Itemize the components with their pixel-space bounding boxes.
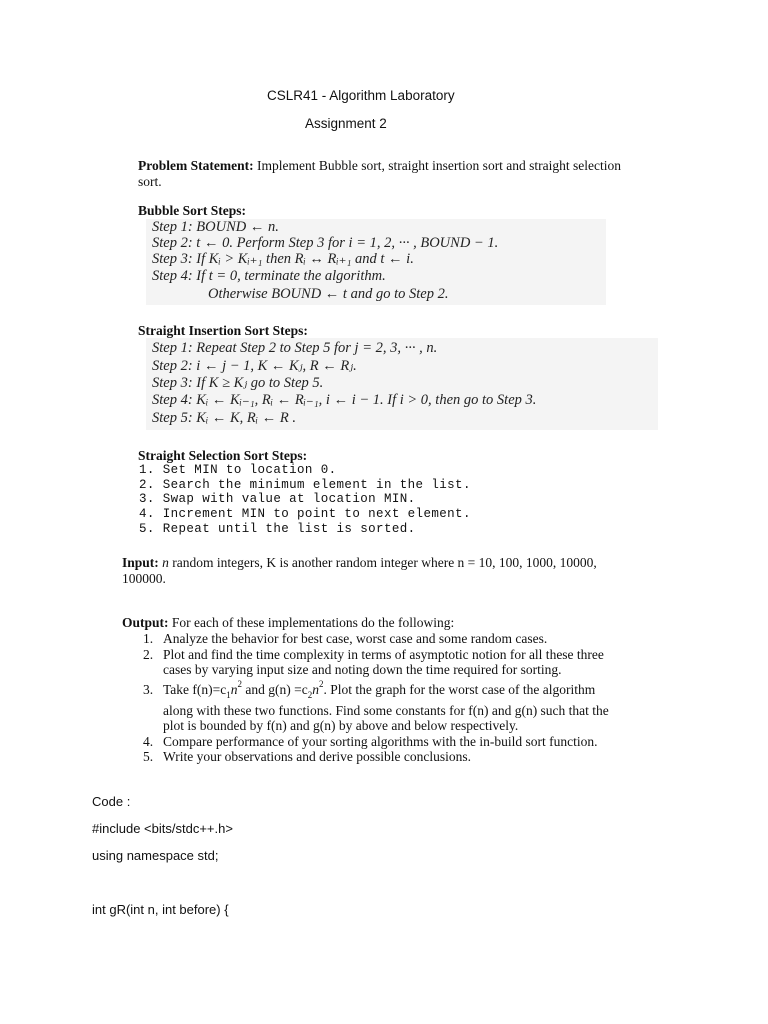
constant-c1-subscript: 1 [226,690,231,700]
exponent-2: 2 [318,679,324,689]
output-item-text: Analyze the behavior for best case, worst case and some random cases. [163,631,548,646]
selection-step-2: 2. Search the minimum element in the list. [139,478,471,492]
problem-statement-text: Implement Bubble sort, straight insertion sort and straight selection [253,158,622,173]
output-item-4 [143,734,598,750]
output-item-number: 3. [143,682,154,697]
output-item-text-end: . Plot the graph for the worst case of the algorithm [323,682,596,697]
output-item-3-cont-1: along with these two functions. Find some constants for f(n) and g(n) such that the [163,703,609,718]
problem-statement-line1 [138,158,621,174]
selection-step-3: 3. Swap with value at location MIN. [139,492,416,506]
problem-statement-line2: sort. [138,174,162,189]
insertion-step-2: Step 2: i ← j − 1, K ← Kⱼ, R ← Rⱼ. [152,358,357,374]
selection-sort-heading: Straight Selection Sort Steps: [138,448,308,463]
input-line2: 100000. [122,571,166,586]
problem-statement-label: Problem Statement: [138,158,254,173]
output-item-number: 2. [143,647,154,662]
output-item-3-cont-2: plot is bounded by f(n) and g(n) by above and below respectively. [163,718,519,733]
insertion-step-3: Step 3: If K ≥ Kⱼ go to Step 5. [152,375,324,391]
insertion-step-5: Step 5: Kᵢ ← K, Rᵢ ← R . [152,410,296,426]
input-label: Input: [122,555,159,570]
output-item-3 [143,679,596,700]
input-line1 [122,555,597,571]
output-item-1 [143,631,547,647]
bubble-step-1: Step 1: BOUND ← n. [152,219,279,235]
output-item-5 [143,749,471,765]
code-line-namespace: using namespace std; [92,848,219,863]
input-n: n [162,555,169,570]
output-item-text: Compare performance of your sorting algorithms with the in-build sort function. [163,734,598,749]
code-line-function: int gR(int n, int before) { [92,902,229,917]
output-item-text: Take f(n)=c [163,682,227,697]
output-item-text-mid: and g(n) =c [242,682,308,697]
bubble-step-4: Step 4: If t = 0, terminate the algorithm. [152,268,386,284]
bubble-step-4-cont: Otherwise BOUND ← t and go to Step 2. [208,286,449,302]
output-item-text: Plot and find the time complexity in terms of asymptotic notion for all these three [163,647,604,662]
bubble-step-2: Step 2: t ← 0. Perform Step 3 for i = 1, 2, ··· , BOUND − 1. [152,235,499,251]
constant-c2-subscript: 2 [307,690,313,700]
selection-step-5: 5. Repeat until the list is sorted. [139,522,416,536]
output-item-2-cont: cases by varying input size and noting down the time required for sorting. [163,662,562,677]
bubble-step-3: Step 3: If Kᵢ > Kᵢ₊₁ then Rᵢ ↔ Rᵢ₊₁ and t ← i. [152,251,414,267]
output-item-number: 1. [143,631,154,646]
insertion-step-1: Step 1: Repeat Step 2 to Step 5 for j = 2, 3, ··· , n. [152,340,438,356]
output-item-number: 5. [143,749,154,764]
insertion-sort-heading: Straight Insertion Sort Steps: [138,323,308,338]
output-item-2 [143,647,604,663]
code-label: Code : [92,794,131,809]
assignment-title: Assignment 2 [305,116,387,131]
insertion-step-4: Step 4: Kᵢ ← Kᵢ₋₁, Rᵢ ← Rᵢ₋₁, i ← i − 1. If i > 0, then go to Step 3. [152,392,537,408]
var-n: n [312,682,319,697]
exponent-2: 2 [237,679,243,689]
selection-step-4: 4. Increment MIN to point to next element. [139,507,471,521]
output-intro-text: For each of these implementations do the following: [168,615,455,630]
var-n: n [230,682,238,697]
input-text: random integers, K is another random integer where n = 10, 100, 1000, 10000, [168,555,597,570]
output-label: Output: [122,615,169,630]
bubble-sort-heading: Bubble Sort Steps: [138,203,247,218]
code-line-include: #include <bits/stdc++.h> [92,821,233,836]
selection-step-1: 1. Set MIN to location 0. [139,463,337,477]
output-item-number: 4. [143,734,154,749]
output-intro [122,615,454,631]
output-item-text: Write your observations and derive possible conclusions. [163,749,472,764]
course-title: CSLR41 - Algorithm Laboratory [267,88,455,103]
